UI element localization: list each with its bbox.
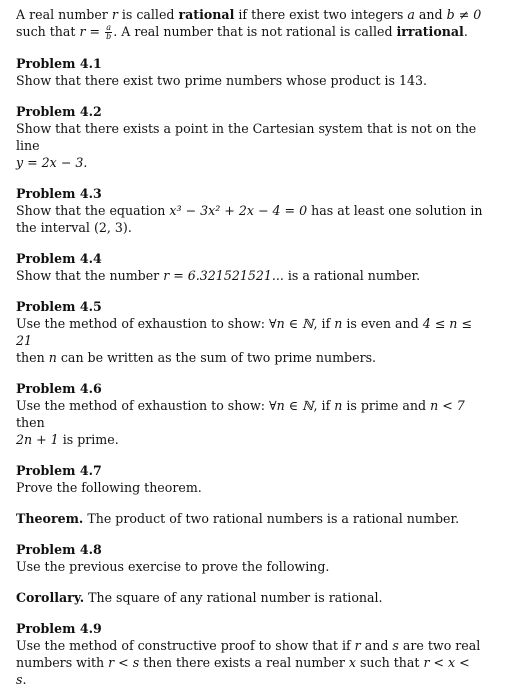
text: Use the method of exhaustion to show: <box>16 316 269 331</box>
text: is called <box>117 7 179 22</box>
text: and <box>360 638 393 653</box>
fraction-denominator: b <box>106 32 112 41</box>
text: then <box>16 415 45 430</box>
problem-block <box>16 298 484 366</box>
text: such that <box>355 655 424 670</box>
text: then there exists a real number <box>139 655 349 670</box>
problem-text: Use the previous exercise to prove the following. <box>16 559 330 574</box>
problem-text: Show that there exist two prime numbers whose product is 143. <box>16 73 428 88</box>
problem-block <box>16 620 484 688</box>
problem-block <box>16 185 484 236</box>
math: n <box>334 398 343 413</box>
math: ∀n ∈ ℕ <box>268 316 314 331</box>
text: is prime and <box>342 398 431 413</box>
problem-text <box>16 120 484 171</box>
text: is even and <box>342 316 423 331</box>
theorem-block <box>16 510 484 527</box>
text: The square of any rational number is rational. <box>84 590 383 605</box>
math: a <box>407 7 415 22</box>
problem-title: Problem 4.7 <box>16 463 102 478</box>
math: x <box>348 655 356 670</box>
problem-block <box>16 462 484 496</box>
fraction-numerator: a <box>106 23 112 32</box>
math: 2n + 1 <box>16 432 59 447</box>
problem-text <box>16 397 484 448</box>
math: r <box>111 7 118 22</box>
math: r < x < s <box>16 655 470 687</box>
corollary-block <box>16 589 484 606</box>
problem-text <box>16 267 484 284</box>
problem-block <box>16 250 484 284</box>
math: n <box>334 316 343 331</box>
math: y = 2x − 3. <box>16 155 88 170</box>
text: Use the method of exhaustion to show: <box>16 398 269 413</box>
text: is prime. <box>58 432 119 447</box>
problem-text <box>16 315 484 366</box>
problem-title: Problem 4.4 <box>16 251 102 266</box>
problem-block <box>16 541 484 575</box>
text: then <box>16 350 49 365</box>
text: are two real <box>398 638 481 653</box>
problem-block <box>16 55 484 89</box>
math: r < s <box>108 655 140 670</box>
text: and <box>414 7 447 22</box>
problem-title: Problem 4.2 <box>16 104 102 119</box>
text: Show that the number <box>16 268 164 283</box>
text: . A real number that is not rational is called <box>113 24 397 39</box>
text: . <box>463 24 468 39</box>
problem-text <box>16 202 484 236</box>
math: ∀n ∈ ℕ <box>268 398 314 413</box>
text: Show that there exists a point in the Cartesian system that is not on the line <box>16 121 477 153</box>
math: r = 6.321521521... <box>163 268 284 283</box>
theorem-label: Theorem. <box>16 511 84 526</box>
text: The product of two rational numbers is a rational number. <box>83 511 460 526</box>
math: 4 ≤ n ≤ 21 <box>16 316 472 348</box>
math: n < 7 <box>430 398 465 413</box>
text: is a rational number. <box>283 268 421 283</box>
problem-block <box>16 380 484 448</box>
theorem-text <box>16 510 484 527</box>
math: r = <box>79 24 105 39</box>
text: Use the method of constructive proof to show that if <box>16 638 355 653</box>
text: can be written as the sum of two prime numbers. <box>56 350 377 365</box>
math: b ≠ 0 <box>446 7 482 22</box>
definition-paragraph <box>16 6 484 41</box>
problem-title: Problem 4.9 <box>16 621 102 636</box>
problem-title: Problem 4.6 <box>16 381 102 396</box>
text: has at least one solution in <box>307 203 483 218</box>
text: the interval (2, 3). <box>16 220 132 235</box>
corollary-text <box>16 589 484 606</box>
math: n <box>48 350 57 365</box>
text: if there exist two integers <box>234 7 408 22</box>
term-irrational: irrational <box>396 24 464 39</box>
document-page <box>16 6 484 688</box>
text: numbers with <box>16 655 109 670</box>
text: A real number <box>16 7 112 22</box>
problem-text: Prove the following theorem. <box>16 480 202 495</box>
math: r <box>354 638 361 653</box>
corollary-label: Corollary. <box>16 590 85 605</box>
term-rational: rational <box>178 7 235 22</box>
problem-title: Problem 4.8 <box>16 542 102 557</box>
math: x³ − 3x² + 2x − 4 = 0 <box>169 203 308 218</box>
problem-block <box>16 103 484 171</box>
problem-title: Problem 4.3 <box>16 186 102 201</box>
text: , if <box>313 398 335 413</box>
text: . <box>22 672 27 687</box>
text: Show that the equation <box>16 203 170 218</box>
fraction <box>105 24 112 41</box>
math: s <box>392 638 399 653</box>
text: such that <box>16 24 80 39</box>
problem-title: Problem 4.5 <box>16 299 102 314</box>
problem-title: Problem 4.1 <box>16 56 102 71</box>
text: , if <box>313 316 335 331</box>
